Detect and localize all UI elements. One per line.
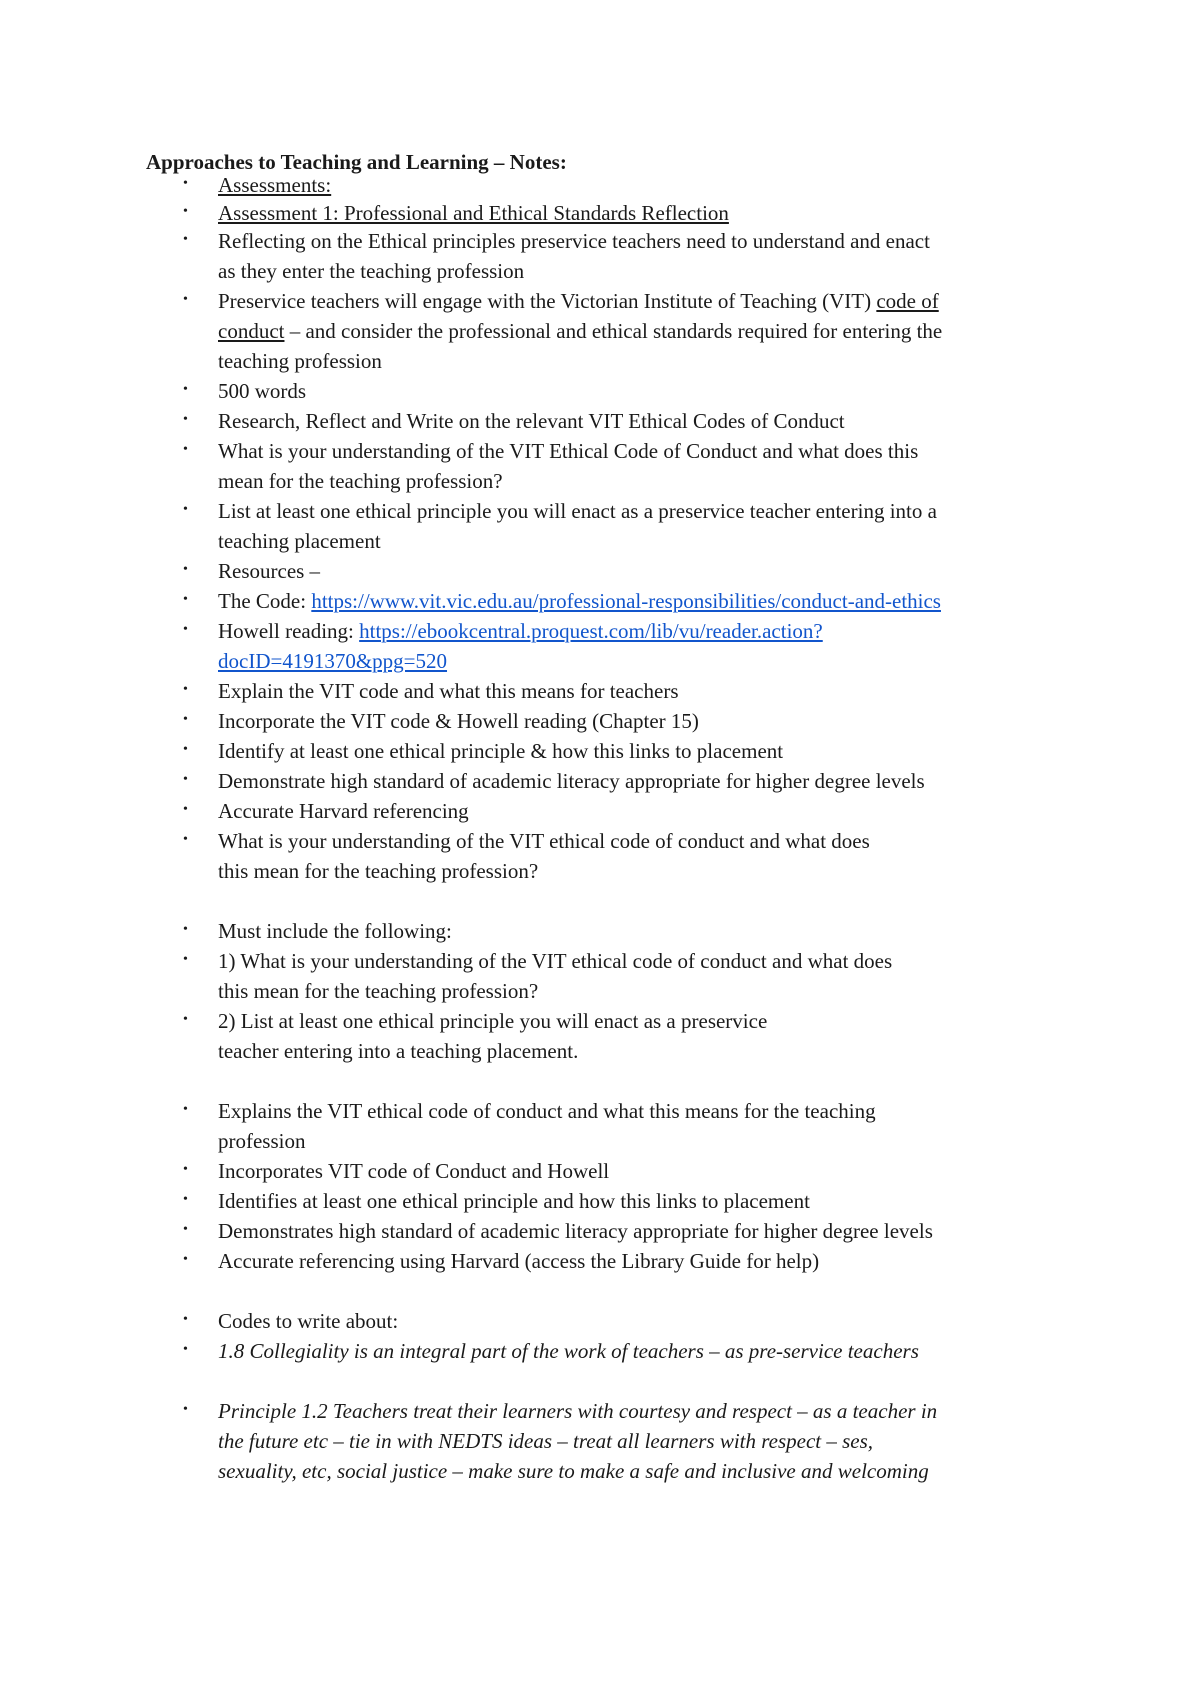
- item-text: Principle 1.2 Teachers treat their learners with courtesy and respect – as a teacher in: [218, 1399, 938, 1423]
- item-text: 1) What is your understanding of the VIT ethical code of conduct and what does: [218, 949, 893, 973]
- item-text: this mean for the teaching profession?: [218, 859, 539, 883]
- bullet-icon: •: [183, 922, 188, 937]
- bullet-icon: •: [183, 832, 188, 847]
- item-text: What is your understanding of the VIT Ethical Code of Conduct and what does this: [218, 439, 919, 463]
- item-text: Accurate referencing using Harvard (access the Library Guide for help): [218, 1249, 820, 1273]
- item-text: Accurate Harvard referencing: [218, 799, 469, 823]
- bullet-icon: •: [183, 412, 188, 427]
- item-text: Identify at least one ethical principle & how this links to placement: [218, 739, 784, 763]
- bullet-icon: •: [183, 802, 188, 817]
- vit-code-link[interactable]: https://www.vit.vic.edu.au/professional-responsibilities/conduct-and-ethics: [311, 589, 941, 613]
- item-text: this mean for the teaching profession?: [218, 979, 539, 1003]
- bullet-icon: •: [183, 442, 188, 457]
- document-title: Approaches to Teaching and Learning – Notes:: [146, 150, 567, 174]
- item-text: Explains the VIT ethical code of conduct and what this means for the teaching: [218, 1099, 876, 1123]
- bullet-icon: •: [183, 772, 188, 787]
- item-text: – and consider the professional and ethical standards required for entering the: [284, 319, 943, 343]
- item-text: Resources –: [218, 559, 321, 583]
- code-of-conduct-link-cont[interactable]: conduct: [218, 319, 285, 343]
- item-text: 2) List at least one ethical principle you will enact as a preservice: [218, 1009, 768, 1033]
- bullet-icon: •: [183, 1192, 188, 1207]
- bullet-icon: •: [183, 952, 188, 967]
- code-of-conduct-link[interactable]: code of: [876, 289, 939, 313]
- item-text: 500 words: [218, 379, 307, 403]
- item-text: Research, Reflect and Write on the relevant VIT Ethical Codes of Conduct: [218, 409, 845, 433]
- bullet-icon: •: [183, 1252, 188, 1267]
- bullet-icon: •: [183, 1012, 188, 1027]
- item-text: List at least one ethical principle you will enact as a preservice teacher entering into a: [218, 499, 937, 523]
- bullet-icon: •: [183, 176, 188, 191]
- item-text: Demonstrates high standard of academic literacy appropriate for higher degree levels: [218, 1219, 933, 1243]
- bullet-icon: •: [183, 742, 188, 757]
- item-text: 1.8 Collegiality is an integral part of the work of teachers – as pre-service teachers: [218, 1339, 919, 1363]
- bullet-icon: •: [183, 292, 188, 307]
- bullet-icon: •: [183, 562, 188, 577]
- bullet-icon: •: [183, 1222, 188, 1237]
- howell-reading-link-cont[interactable]: docID=4191370&ppg=520: [218, 649, 448, 673]
- item-text: Incorporate the VIT code & Howell reading (Chapter 15): [218, 709, 699, 733]
- bullet-icon: •: [183, 1342, 188, 1357]
- item-text: Assessment 1: Professional and Ethical Standards Reflection: [218, 201, 729, 225]
- item-text: teaching placement: [218, 529, 381, 553]
- bullet-icon: •: [183, 622, 188, 637]
- item-text: Demonstrate high standard of academic literacy appropriate for higher degree levels: [218, 769, 925, 793]
- bullet-icon: •: [183, 1312, 188, 1327]
- bullet-icon: •: [183, 592, 188, 607]
- item-text: What is your understanding of the VIT ethical code of conduct and what does: [218, 829, 870, 853]
- item-text: mean for the teaching profession?: [218, 469, 503, 493]
- bullet-icon: •: [183, 682, 188, 697]
- item-text: The Code:: [218, 589, 312, 613]
- item-text: Reflecting on the Ethical principles preservice teachers need to understand and enact: [218, 229, 930, 253]
- item-text: Assessments:: [218, 173, 332, 197]
- item-text: Howell reading:: [218, 619, 360, 643]
- item-text: Explain the VIT code and what this means for teachers: [218, 679, 679, 703]
- item-text: as they enter the teaching profession: [218, 259, 525, 283]
- bullet-icon: •: [183, 204, 188, 219]
- bullet-icon: •: [183, 1402, 188, 1417]
- bullet-icon: •: [183, 1162, 188, 1177]
- item-text: Preservice teachers will engage with the Victorian Institute of Teaching (VIT): [218, 289, 877, 313]
- bullet-icon: •: [183, 382, 188, 397]
- item-text: sexuality, etc, social justice – make sure to make a safe and inclusive and welcoming: [218, 1459, 929, 1483]
- howell-reading-link[interactable]: https://ebookcentral.proquest.com/lib/vu/reader.action?: [359, 619, 823, 643]
- item-text: teacher entering into a teaching placement.: [218, 1039, 579, 1063]
- bullet-icon: •: [183, 502, 188, 517]
- item-text: Identifies at least one ethical principle and how this links to placement: [218, 1189, 810, 1213]
- item-text: teaching profession: [218, 349, 382, 373]
- item-text: Incorporates VIT code of Conduct and Howell: [218, 1159, 610, 1183]
- item-text: Must include the following:: [218, 919, 452, 943]
- item-text: Codes to write about:: [218, 1309, 399, 1333]
- bullet-icon: •: [183, 712, 188, 727]
- bullet-icon: •: [183, 232, 188, 247]
- bullet-icon: •: [183, 1102, 188, 1117]
- item-text: the future etc – tie in with NEDTS ideas – treat all learners with respect – ses,: [218, 1429, 874, 1453]
- item-text: profession: [218, 1129, 306, 1153]
